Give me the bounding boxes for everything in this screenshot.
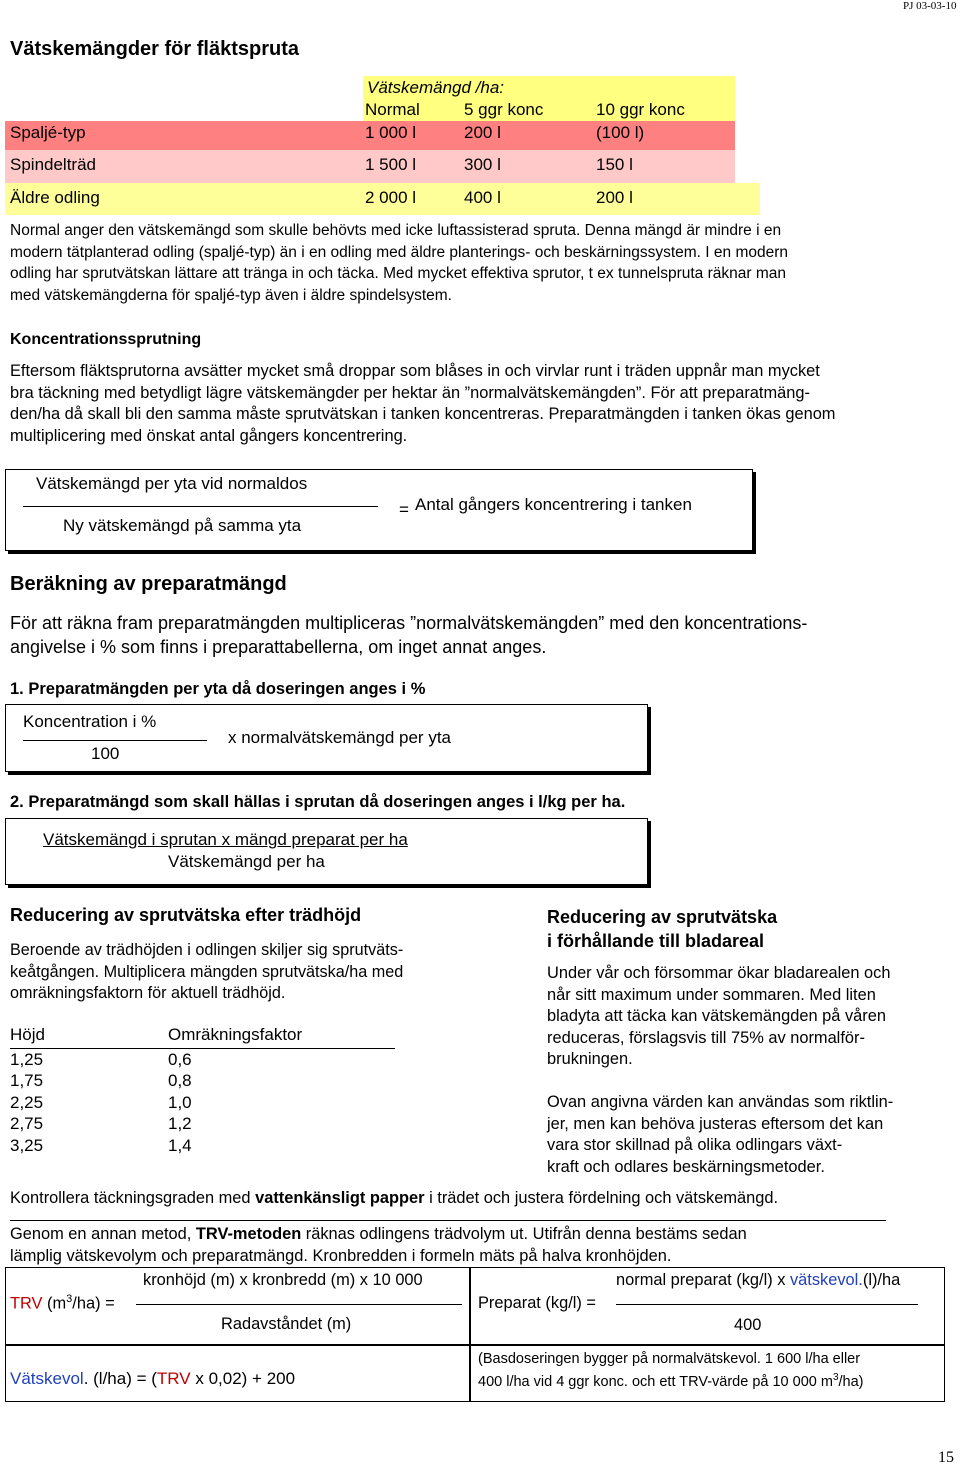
concentration-formula-box [5, 469, 753, 551]
col-header-factor: Omräkningsfaktor [168, 1025, 303, 1044]
fluid-volume-formula-box [5, 1344, 471, 1402]
control-line [10, 1189, 778, 1209]
prep-numerator-suffix: (l)/ha [862, 1271, 901, 1289]
divider [10, 1220, 886, 1221]
control-bold-term: vattenkänsligt papper [255, 1189, 425, 1207]
unit-exponent: 3 [832, 1372, 839, 1383]
heading-line: Reducering av sprutvätska [547, 907, 778, 927]
trv-intro-prefix: Genom en annan metod, [10, 1225, 196, 1243]
trv-intro-suffix: räknas odlingens trädvolym ut. Utifrån denna bestäms sedan [301, 1225, 747, 1243]
preparation-numerator [616, 1271, 900, 1291]
text-line: Normal anger den vätskemängd som skulle behövts med icke luftassisterad spruta. Denna mängd är mindre i en [10, 222, 782, 239]
table-cell: 0,6 [168, 1050, 192, 1069]
trv-unit-exponent: 3 [66, 1293, 73, 1305]
height-section-heading: Reducering av sprutvätska efter trädhöjd [10, 905, 362, 925]
table-cell: 1 000 l [365, 123, 417, 142]
fraction-line [23, 506, 378, 507]
step2-numerator: Vätskemängd i sprutan x mängd preparat per ha [43, 830, 408, 849]
fluid-volume-term: vätskevol. [789, 1271, 863, 1289]
trv-term: TRV [156, 1369, 191, 1388]
control-suffix: i trädet och justera fördelning och vätskemängd. [424, 1189, 779, 1207]
leaf-section-paragraph-1 [547, 963, 890, 1071]
leaf-section-heading [547, 905, 777, 953]
table-header-rule [10, 1048, 395, 1049]
fraction-line [23, 740, 207, 741]
text-line: kraft och odlares beskärningsmetoder. [547, 1157, 825, 1176]
calculation-paragraph [10, 611, 807, 659]
fraction-line [136, 1304, 462, 1305]
leaf-section-paragraph-2 [547, 1092, 893, 1178]
trv-term: TRV [10, 1294, 43, 1313]
table-cell: 1,4 [168, 1136, 192, 1155]
table-cell: 1,0 [168, 1093, 192, 1112]
col-header-height: Höjd [10, 1025, 45, 1044]
table-cell: 200 l [464, 123, 501, 142]
text-line: når sitt maximum under sommaren. Med liten [547, 985, 876, 1004]
basis-line1: (Basdoseringen bygger på normalvätskevol. 1 600 l/ha eller [478, 1351, 861, 1367]
basis-line2 [478, 1372, 864, 1391]
trv-intro-line1 [10, 1225, 747, 1245]
trv-formula-box [5, 1267, 471, 1346]
table-cell: 2,25 [10, 1093, 44, 1112]
height-section-paragraph [10, 940, 403, 1005]
trv-numerator: kronhöjd (m) x kronbredd (m) x 10 000 [143, 1271, 423, 1289]
table-cell: 300 l [464, 155, 501, 174]
preparation-lhs: Preparat (kg/l) = [478, 1294, 596, 1312]
fluid-volume-term: Vätskevol [10, 1369, 84, 1388]
text-line: jer, men kan behöva justeras eftersom det kan [547, 1114, 884, 1133]
table-cell: 3,25 [10, 1136, 44, 1155]
text-line: med vätskemängderna för spaljé-typ även i äldre spindelsystem. [10, 286, 452, 304]
table-cell: (100 l) [596, 123, 645, 142]
formula-part: . (l/ha) = ( [83, 1369, 157, 1388]
text-line: den/ha då skall bli den samma måste sprutvätskan i tanken koncentreras. Preparatmängden i tanken ökas genom [10, 405, 836, 423]
text-line: För att räkna fram preparatmängden multipliceras ”normalvätskemängden” med den koncentrations- [10, 613, 808, 633]
page-code: PJ 03-03-10 [903, 0, 957, 12]
text-line: brukningen. [547, 1050, 633, 1068]
trv-unit: (m [42, 1294, 67, 1313]
formula-denominator: Ny vätskemängd på samma yta [63, 516, 302, 535]
basis-note-box [469, 1344, 945, 1402]
table-cell: 150 l [596, 155, 633, 174]
equals-sign: = [399, 500, 409, 519]
section-heading-calculation: Beräkning av preparatmängd [10, 573, 287, 595]
trv-unit: /ha) = [72, 1294, 115, 1313]
table-row-label: Spaljé-typ [10, 123, 86, 142]
step1-denominator: 100 [91, 744, 120, 763]
step2-denominator: Vätskemängd per ha [168, 852, 325, 871]
text-line: bra täckning med betydligt lägre vätskemängder per hektar än ”normalvätskemängden”. För att preparatmäng- [10, 383, 810, 402]
text-line: reduceras, förslagsvis till 75% av normalför- [547, 1028, 865, 1047]
control-prefix: Kontrollera täckningsgraden med [10, 1189, 256, 1207]
table-cell: 1,25 [10, 1050, 44, 1069]
col-header-normal: Normal [365, 100, 420, 119]
table-cell: 2,75 [10, 1114, 44, 1133]
basis-line2-prefix: 400 l/ha vid 4 ggr konc. och ett TRV-värde på 10 000 m [478, 1373, 833, 1390]
basis-line2-suffix: /ha) [838, 1373, 864, 1390]
table-row-label: Spindelträd [10, 155, 97, 174]
step1-multiplier: x normalvätskemängd per yta [228, 728, 451, 747]
fluid-volume-formula [10, 1369, 295, 1389]
section-heading-concentration: Koncentrationssprutning [10, 331, 202, 348]
text-line: modern tätplanterad odling (spaljé-typ) än i en odling med äldre planterings- och beskärningssystem. I en modern [10, 243, 789, 261]
heading-line: i förhållande till bladareal [547, 931, 765, 951]
table-cell: 1,2 [168, 1114, 192, 1133]
table-group-header: Vätskemängd /ha: [367, 78, 505, 97]
step2-formula-box [5, 818, 648, 885]
prep-numerator-prefix: normal preparat (kg/l) x [616, 1271, 790, 1289]
text-line: vara stor skillnad på olika odlingars växt- [547, 1136, 843, 1154]
table-cell: 1,75 [10, 1071, 44, 1090]
step1-formula-box [5, 704, 648, 772]
text-line: angivelse i % som finns i preparattabellerna, om inget annat anges. [10, 637, 547, 657]
preparation-formula-box [469, 1267, 945, 1346]
page-title: Vätskemängder för fläktspruta [10, 38, 299, 60]
text-line: Eftersom fläktsprutorna avsätter mycket små droppar som blåses in och virvlar runt i träden uppnår man mycket [10, 362, 820, 380]
text-line: odling har sprutvätskan lättare att tränga in och täcka. Med mycket effektiva sprutor, t ex tunnelspruta räknar man [10, 265, 786, 282]
preparation-denominator: 400 [734, 1316, 762, 1334]
intro-paragraph [10, 220, 788, 306]
text-line: multiplicering med önskat antal gångers koncentrering. [10, 426, 408, 445]
col-header-5x: 5 ggr konc [464, 100, 544, 119]
page-number: 15 [938, 1449, 954, 1466]
text-line: Under vår och försommar ökar bladarealen och [547, 964, 891, 982]
text-line: Ovan angivna värden kan användas som riktlin- [547, 1093, 894, 1111]
trv-method-term: TRV-metoden [195, 1225, 302, 1243]
step2-heading: 2. Preparatmängd som skall hällas i sprutan då doseringen anges i l/kg per ha. [10, 793, 626, 811]
table-cell: 1 500 l [365, 155, 417, 174]
text-line: omräkningsfaktorn för aktuell trädhöjd. [10, 984, 286, 1002]
table-cell: 0,8 [168, 1071, 192, 1090]
text-line: bladyta att täcka kan vätskemängden på våren [547, 1007, 886, 1025]
step1-heading: 1. Preparatmängden per yta då doseringen anges i % [10, 680, 426, 698]
trv-lhs [10, 1293, 115, 1314]
table-cell: 2 000 l [365, 188, 417, 207]
formula-numerator: Vätskemängd per yta vid normaldos [36, 474, 308, 493]
col-header-10x: 10 ggr konc [596, 100, 685, 119]
step1-numerator: Koncentration i % [23, 712, 157, 731]
table-cell: 400 l [464, 188, 501, 207]
table-cell: 200 l [596, 188, 633, 207]
trv-intro-line2: lämplig vätskevolym och preparatmängd. Kronbredden i formeln mäts på halva kronhöjden. [10, 1247, 672, 1265]
formula-part: x 0,02) + 200 [190, 1369, 296, 1388]
formula-result: Antal gångers koncentrering i tanken [415, 495, 692, 514]
fraction-line [616, 1304, 918, 1305]
concentration-paragraph [10, 361, 835, 447]
trv-denominator: Radavståndet (m) [221, 1315, 352, 1333]
text-line: keåtgången. Multiplicera mängden sprutvätska/ha med [10, 962, 404, 981]
text-line: Beroende av trädhöjden i odlingen skiljer sig sprutväts- [10, 941, 404, 959]
table-row-label: Äldre odling [10, 188, 100, 207]
